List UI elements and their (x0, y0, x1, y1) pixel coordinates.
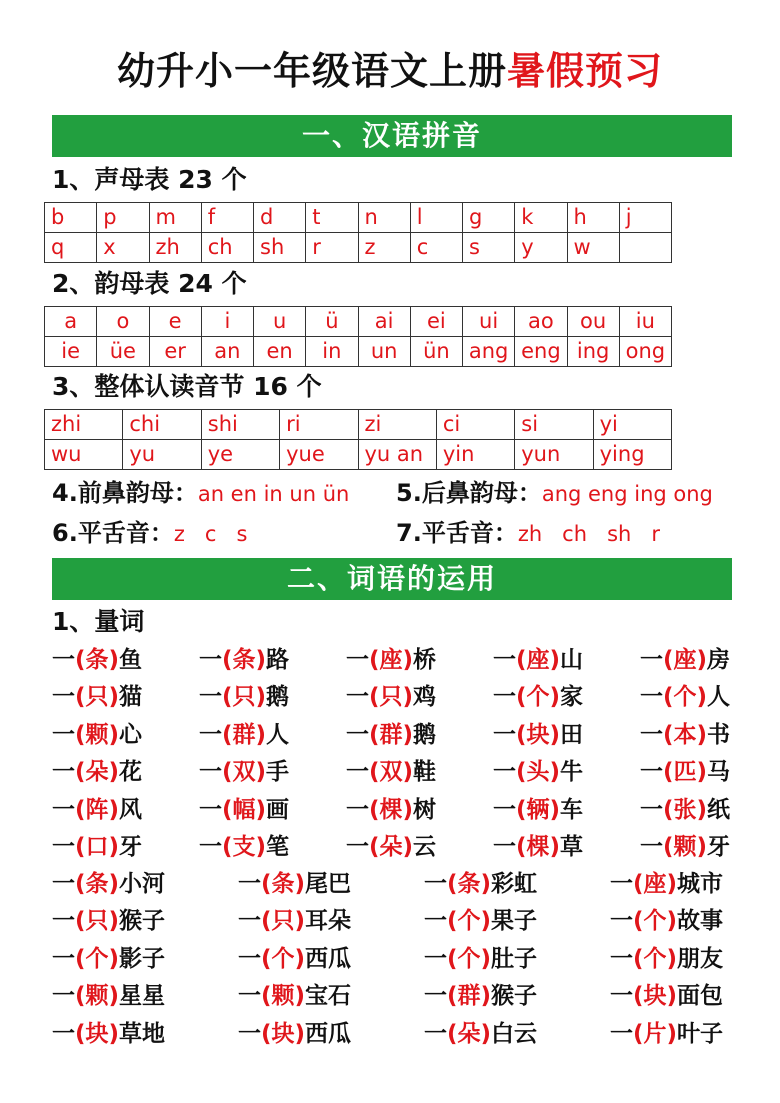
measure-word-item (610, 981, 723, 1011)
classifier: (座) (516, 647, 561, 673)
pinyin-cell: s (463, 233, 515, 263)
noun: 画 (266, 796, 290, 823)
measure-word-item (424, 944, 537, 974)
yi-char: 一 (52, 908, 75, 935)
noun: 手 (266, 759, 290, 786)
section-banner-words: 二、词语的运用 (52, 558, 732, 600)
pinyin-cell: q (45, 233, 97, 263)
classifier: (本) (663, 721, 708, 748)
noun: 马 (707, 759, 731, 786)
pinyin-cell: en (254, 337, 306, 367)
classifier: (条) (75, 647, 120, 673)
noun: 笔 (266, 834, 290, 860)
pinyin-cell: o (97, 307, 149, 337)
yi-char: 一 (52, 983, 75, 1010)
yi-char: 一 (424, 908, 447, 935)
measure-word-item (52, 981, 165, 1011)
yi-char: 一 (610, 871, 633, 897)
yi-char: 一 (238, 983, 261, 1010)
noun: 山 (560, 647, 584, 673)
noun: 桥 (413, 647, 437, 673)
pinyin-cell: ün (410, 337, 462, 367)
noun: 猴子 (491, 983, 538, 1010)
classifier: (支) (222, 834, 267, 860)
measure-word-item (346, 757, 436, 787)
classifier: (朵) (369, 834, 414, 860)
pinyin-cell: ri (280, 410, 358, 440)
measure-word-item (346, 720, 436, 750)
pinyin-cell: an (201, 337, 253, 367)
yi-char: 一 (424, 871, 447, 897)
noun: 鞋 (413, 759, 437, 786)
pinyin-cell: yue (280, 440, 358, 470)
classifier: (个) (261, 945, 306, 972)
classifier: (个) (75, 945, 120, 972)
pinyin-cell: i (201, 307, 253, 337)
classifier: (条) (447, 871, 492, 897)
yi-char: 一 (640, 684, 663, 711)
noun: 西瓜 (305, 1020, 352, 1047)
classifier: (群) (447, 983, 492, 1010)
measure-word-item (238, 869, 351, 899)
measure-word-item (238, 1019, 351, 1049)
noun: 树 (413, 796, 437, 823)
yi-char: 一 (610, 1020, 633, 1047)
classifier: (座) (633, 871, 678, 897)
measure-word-item (52, 869, 165, 899)
pinyin-cell: u (254, 307, 306, 337)
classifier: (张) (663, 796, 708, 823)
yi-char: 一 (493, 684, 516, 711)
noun: 彩虹 (491, 871, 538, 897)
measure-word-item (52, 944, 165, 974)
noun: 故事 (677, 908, 724, 935)
measure-word-item (424, 869, 537, 899)
noun: 西瓜 (305, 945, 352, 972)
pinyin-cell: in (306, 337, 358, 367)
measure-word-item (493, 682, 583, 712)
noun: 猴子 (119, 908, 166, 935)
pinyin-cell: ci (436, 410, 514, 440)
measure-word-item (640, 757, 730, 787)
yi-char: 一 (199, 759, 222, 786)
yi-char: 一 (52, 1020, 75, 1047)
measure-word-item (52, 832, 142, 862)
yi-char: 一 (199, 834, 222, 860)
classifier: (只) (75, 908, 120, 935)
yi-char: 一 (52, 871, 75, 897)
measure-word-item (52, 682, 142, 712)
noun: 小河 (119, 871, 166, 897)
pinyin-cell: eng (515, 337, 567, 367)
pinyin-cell: er (149, 337, 201, 367)
classifier: (只) (222, 684, 267, 711)
noun: 草地 (119, 1020, 166, 1047)
pinyin-cell: r (306, 233, 358, 263)
classifier: (颗) (261, 983, 306, 1010)
measure-word-item (493, 757, 583, 787)
noun: 云 (413, 834, 437, 860)
pinyin-row (45, 203, 672, 233)
pinyin-cell: üe (97, 337, 149, 367)
classifier: (辆) (516, 796, 561, 823)
measure-word-item (610, 1019, 723, 1049)
classifier: (条) (75, 871, 120, 897)
classifier: (棵) (369, 796, 414, 823)
qiaoshe-line: 7.平舌音：zh ch sh r (396, 519, 660, 547)
pinyin-cell: ai (358, 307, 410, 337)
classifier: (双) (222, 759, 267, 786)
measure-word-item (610, 869, 723, 899)
pinyin-cell (619, 233, 671, 263)
noun: 心 (119, 721, 143, 748)
measure-word-item (52, 906, 165, 936)
liangci-heading: 1、量词 (52, 607, 145, 636)
noun: 城市 (677, 871, 724, 897)
yi-char: 一 (346, 834, 369, 860)
classifier: (片) (633, 1020, 678, 1047)
classifier: (颗) (663, 834, 708, 860)
measure-word-item (640, 795, 730, 825)
pinyin-row (45, 410, 672, 440)
noun: 纸 (707, 796, 731, 823)
measure-word-item (52, 720, 142, 750)
noun: 影子 (119, 945, 166, 972)
classifier: (块) (261, 1020, 306, 1047)
pinyin-cell: b (45, 203, 97, 233)
pinyin-cell: x (97, 233, 149, 263)
pinyin-cell: yun (515, 440, 593, 470)
classifier: (个) (663, 684, 708, 711)
pinyin-cell: ei (410, 307, 462, 337)
yi-char: 一 (610, 908, 633, 935)
pinyin-cell: p (97, 203, 149, 233)
yi-char: 一 (238, 908, 261, 935)
pinyin-cell: w (567, 233, 619, 263)
pinyin-cell: d (254, 203, 306, 233)
pinyin-cell: yi (593, 410, 671, 440)
yi-char: 一 (493, 796, 516, 823)
yi-char: 一 (52, 647, 75, 673)
classifier: (个) (447, 908, 492, 935)
classifier: (条) (261, 871, 306, 897)
pinyin-cell: wu (45, 440, 123, 470)
noun: 肚子 (491, 945, 538, 972)
noun: 田 (560, 721, 584, 748)
pinyin-row (45, 337, 672, 367)
classifier: (只) (369, 684, 414, 711)
noun: 面包 (677, 983, 724, 1010)
measure-word-item (346, 682, 436, 712)
noun: 房 (707, 647, 731, 673)
pinyin-cell: zhi (45, 410, 123, 440)
noun: 朋友 (677, 945, 724, 972)
measure-word-item (199, 757, 289, 787)
classifier: (匹) (663, 759, 708, 786)
classifier: (颗) (75, 983, 120, 1010)
pinyin-cell: ying (593, 440, 671, 470)
pinyin-cell: yin (436, 440, 514, 470)
yi-char: 一 (493, 834, 516, 860)
measure-word-item (424, 1019, 537, 1049)
classifier: (个) (633, 908, 678, 935)
classifier: (棵) (516, 834, 561, 860)
yi-char: 一 (346, 759, 369, 786)
yi-char: 一 (346, 647, 369, 673)
pinyin-cell: j (619, 203, 671, 233)
yi-char: 一 (640, 759, 663, 786)
classifier: (群) (222, 721, 267, 748)
classifier: (朵) (75, 759, 120, 786)
classifier: (块) (75, 1020, 120, 1047)
pinyin-cell: ao (515, 307, 567, 337)
yi-char: 一 (238, 1020, 261, 1047)
measure-word-item (52, 795, 142, 825)
classifier: (只) (261, 908, 306, 935)
noun: 牙 (119, 834, 143, 860)
measure-word-item (493, 832, 583, 862)
classifier: (口) (75, 834, 120, 860)
yi-char: 一 (640, 796, 663, 823)
measure-word-item (493, 645, 583, 675)
noun: 耳朵 (305, 908, 352, 935)
pinyin-cell: ie (45, 337, 97, 367)
pinyin-cell: m (149, 203, 201, 233)
measure-word-item (346, 795, 436, 825)
yi-char: 一 (199, 647, 222, 673)
yi-char: 一 (346, 796, 369, 823)
zhengti-heading: 3、整体认读音节 16 个 (52, 372, 322, 401)
classifier: (双) (369, 759, 414, 786)
classifier: (座) (663, 647, 708, 673)
classifier: (群) (369, 721, 414, 748)
yi-char: 一 (493, 759, 516, 786)
yi-char: 一 (199, 796, 222, 823)
pinyin-row (45, 440, 672, 470)
pinyin-cell: zh (149, 233, 201, 263)
noun: 牛 (560, 759, 584, 786)
measure-word-item (199, 795, 289, 825)
classifier: (阵) (75, 796, 120, 823)
noun: 叶子 (677, 1020, 724, 1047)
pingshe-line: 6.平舌音：z c s (52, 519, 248, 547)
yi-char: 一 (52, 684, 75, 711)
yi-char: 一 (52, 759, 75, 786)
yi-char: 一 (424, 983, 447, 1010)
pinyin-cell: yu (123, 440, 201, 470)
pinyin-cell: ing (567, 337, 619, 367)
pinyin-cell: f (201, 203, 253, 233)
measure-word-item (199, 832, 289, 862)
classifier: (座) (369, 647, 414, 673)
shengmu-heading: 1、声母表 23 个 (52, 165, 247, 194)
page-title: 幼升小一年级语文上册暑假预习 (116, 49, 664, 93)
pinyin-cell: yu an (358, 440, 436, 470)
classifier: (块) (516, 721, 561, 748)
measure-word-item (52, 1019, 165, 1049)
yi-char: 一 (199, 684, 222, 711)
pinyin-cell: n (358, 203, 410, 233)
pinyin-cell: h (567, 203, 619, 233)
classifier: (个) (447, 945, 492, 972)
noun: 鹅 (413, 721, 437, 748)
pinyin-row (45, 307, 672, 337)
measure-word-item (640, 720, 730, 750)
pinyin-cell: l (410, 203, 462, 233)
measure-word-item (238, 944, 351, 974)
yi-char: 一 (238, 945, 261, 972)
noun: 果子 (491, 908, 538, 935)
classifier: (个) (633, 945, 678, 972)
measure-word-item (493, 795, 583, 825)
measure-word-item (346, 645, 436, 675)
pinyin-cell: ang (463, 337, 515, 367)
measure-word-item (52, 757, 142, 787)
measure-word-item (199, 720, 289, 750)
yi-char: 一 (424, 945, 447, 972)
measure-word-item (424, 981, 537, 1011)
pinyin-cell: ou (567, 307, 619, 337)
measure-word-item (238, 981, 351, 1011)
noun: 路 (266, 647, 290, 673)
yi-char: 一 (424, 1020, 447, 1047)
noun: 牙 (707, 834, 731, 860)
noun: 猫 (119, 684, 143, 711)
pinyin-cell: sh (254, 233, 306, 263)
pinyin-cell: ye (201, 440, 279, 470)
classifier: (个) (516, 684, 561, 711)
pinyin-row (45, 233, 672, 263)
yi-char: 一 (199, 721, 222, 748)
noun: 宝石 (305, 983, 352, 1010)
pinyin-cell: y (515, 233, 567, 263)
yunmu-heading: 2、韵母表 24 个 (52, 269, 247, 298)
measure-word-item (640, 645, 730, 675)
yi-char: 一 (52, 796, 75, 823)
yi-char: 一 (610, 983, 633, 1010)
noun: 鱼 (119, 647, 143, 673)
noun: 风 (119, 796, 143, 823)
noun: 人 (266, 721, 290, 748)
noun: 家 (560, 684, 584, 711)
pinyin-cell: k (515, 203, 567, 233)
pinyin-cell: un (358, 337, 410, 367)
measure-word-item (199, 645, 289, 675)
measure-word-item (640, 682, 730, 712)
pinyin-cell: chi (123, 410, 201, 440)
pinyin-cell: a (45, 307, 97, 337)
pinyin-cell: ong (619, 337, 671, 367)
pinyin-cell: ü (306, 307, 358, 337)
houbi-line: 5.后鼻韵母：ang eng ing ong (396, 479, 713, 507)
pinyin-cell: ch (201, 233, 253, 263)
pinyin-cell: t (306, 203, 358, 233)
yi-char: 一 (610, 945, 633, 972)
yi-char: 一 (52, 834, 75, 860)
yi-char: 一 (346, 721, 369, 748)
pinyin-cell: g (463, 203, 515, 233)
classifier: (朵) (447, 1020, 492, 1047)
classifier: (幅) (222, 796, 267, 823)
classifier: (只) (75, 684, 120, 711)
measure-word-item (493, 720, 583, 750)
section-banner-pinyin: 一、汉语拼音 (52, 115, 732, 157)
measure-word-item (424, 906, 537, 936)
classifier: (颗) (75, 721, 120, 748)
yi-char: 一 (238, 871, 261, 897)
noun: 星星 (119, 983, 166, 1010)
noun: 人 (707, 684, 731, 711)
yi-char: 一 (640, 721, 663, 748)
measure-word-item (199, 682, 289, 712)
pinyin-cell: z (358, 233, 410, 263)
noun: 车 (560, 796, 584, 823)
measure-word-item (610, 906, 723, 936)
noun: 白云 (491, 1020, 538, 1047)
classifier: (块) (633, 983, 678, 1010)
classifier: (头) (516, 759, 561, 786)
yi-char: 一 (346, 684, 369, 711)
yunmu-table (44, 306, 672, 367)
noun: 鹅 (266, 684, 290, 711)
noun: 尾巴 (305, 871, 352, 897)
yi-char: 一 (640, 647, 663, 673)
measure-word-item (346, 832, 436, 862)
pinyin-cell: c (410, 233, 462, 263)
pinyin-cell: zi (358, 410, 436, 440)
measure-word-item (52, 645, 142, 675)
yi-char: 一 (640, 834, 663, 860)
zhengti-table (44, 409, 672, 470)
noun: 花 (119, 759, 143, 786)
pinyin-cell: iu (619, 307, 671, 337)
noun: 草 (560, 834, 584, 860)
qianbi-line: 4.前鼻韵母：an en in un ün (52, 479, 350, 507)
noun: 书 (707, 721, 731, 748)
yi-char: 一 (493, 721, 516, 748)
noun: 鸡 (413, 684, 437, 711)
pinyin-cell: ui (463, 307, 515, 337)
shengmu-table (44, 202, 672, 263)
pinyin-cell: shi (201, 410, 279, 440)
measure-word-item (610, 944, 723, 974)
yi-char: 一 (52, 721, 75, 748)
pinyin-cell: e (149, 307, 201, 337)
yi-char: 一 (52, 945, 75, 972)
measure-word-item (238, 906, 351, 936)
measure-word-item (640, 832, 730, 862)
classifier: (条) (222, 647, 267, 673)
yi-char: 一 (493, 647, 516, 673)
pinyin-cell: si (515, 410, 593, 440)
